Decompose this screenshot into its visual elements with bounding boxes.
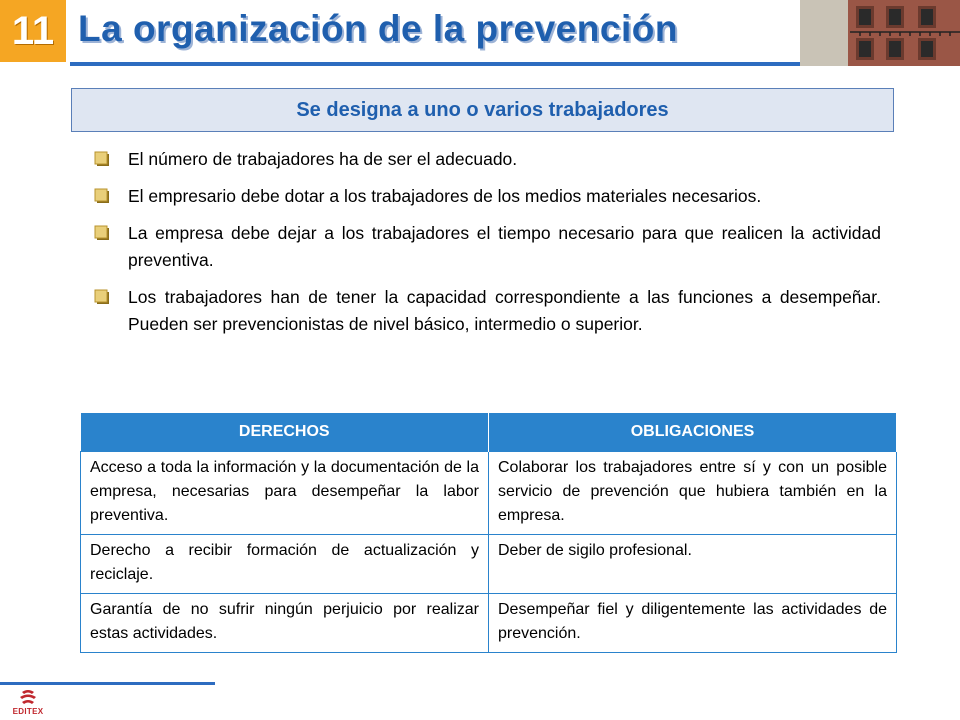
table-cell: Colaborar los trabajadores entre sí y con un posible servicio de prevención que hubiera también en la empresa. (489, 452, 897, 535)
editex-logo-text: EDITEX (12, 707, 44, 716)
square-bullet-icon (94, 188, 110, 204)
list-item (94, 284, 881, 338)
table-cell: Derecho a recibir formación de actualización y reciclaje. (81, 535, 489, 594)
table-header-row (81, 413, 897, 452)
section-subtitle: Se designa a uno o varios trabajadores (71, 88, 894, 132)
table-cell: Deber de sigilo profesional. (489, 535, 897, 594)
editex-logo (6, 688, 50, 716)
table-cell: Garantía de no sufrir ningún perjuicio por realizar estas actividades. (81, 594, 489, 653)
table-row (81, 594, 897, 653)
chapter-number-badge: 11 (0, 0, 66, 62)
square-bullet-icon (94, 289, 110, 305)
list-item-text: El empresario debe dotar a los trabajadores de los medios materiales necesarios. (128, 186, 762, 206)
column-header-rights: DERECHOS (81, 413, 489, 452)
title-underline (70, 62, 805, 66)
requirements-list (94, 146, 881, 348)
list-item (94, 146, 881, 173)
table-row (81, 535, 897, 594)
list-item-text: Los trabajadores han de tener la capacidad correspondiente a las funciones a desempeñar. Pueden ser prevencionistas de nivel básico, intermedio o superior. (128, 287, 881, 334)
square-bullet-icon (94, 151, 110, 167)
editex-logo-icon (6, 688, 50, 708)
list-item-text: La empresa debe dejar a los trabajadores el tiempo necesario para que realicen la actividad preventiva. (128, 223, 881, 270)
column-header-obligations: OBLIGACIONES (489, 413, 897, 452)
list-item (94, 220, 881, 274)
table-cell: Acceso a toda la información y la documentación de la empresa, necesarias para desempeñar la labor preventiva. (81, 452, 489, 535)
list-item-text: El número de trabajadores ha de ser el adecuado. (128, 149, 518, 169)
table-cell: Desempeñar fiel y diligentemente las actividades de prevención. (489, 594, 897, 653)
building-photo (800, 0, 960, 66)
page-title: La organización de la prevención (78, 8, 678, 49)
list-item (94, 183, 881, 210)
table-row (81, 452, 897, 535)
rights-obligations-table (80, 413, 897, 653)
square-bullet-icon (94, 225, 110, 241)
footer-rule (0, 682, 215, 685)
